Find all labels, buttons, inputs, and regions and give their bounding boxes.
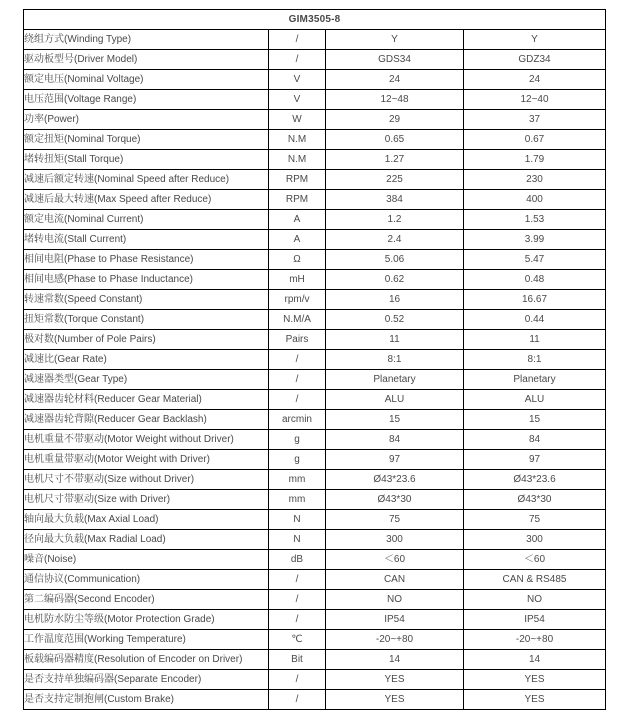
parameter-name-cell: 减速器齿轮背隙(Reducer Gear Backlash): [24, 410, 269, 430]
value-cell-variant-1: 1.27: [326, 150, 464, 170]
value-cell-variant-2: 5.47: [464, 250, 606, 270]
value-cell-variant-2: YES: [464, 670, 606, 690]
value-cell-variant-2: 0.48: [464, 270, 606, 290]
page-title: GIM3505-8: [24, 10, 606, 30]
value-cell-variant-2: ＜60: [464, 550, 606, 570]
unit-cell: /: [269, 390, 326, 410]
value-cell-variant-1: YES: [326, 670, 464, 690]
value-cell-variant-1: 1.2: [326, 210, 464, 230]
parameter-name-cell: 减速器类型(Gear Type): [24, 370, 269, 390]
parameter-name-cell: 电机尺寸带驱动(Size with Driver): [24, 490, 269, 510]
parameter-name-cell: 额定电压(Nominal Voltage): [24, 70, 269, 90]
unit-cell: N: [269, 510, 326, 530]
parameter-name-cell: 转速常数(Speed Constant): [24, 290, 269, 310]
motor-specification-table: [23, 9, 606, 710]
unit-cell: N.M: [269, 150, 326, 170]
value-cell-variant-1: 16: [326, 290, 464, 310]
unit-cell: /: [269, 350, 326, 370]
table-row: [24, 210, 606, 230]
value-cell-variant-2: 11: [464, 330, 606, 350]
table-row: [24, 270, 606, 290]
value-cell-variant-2: GDZ34: [464, 50, 606, 70]
value-cell-variant-2: Planetary: [464, 370, 606, 390]
value-cell-variant-2: 14: [464, 650, 606, 670]
unit-cell: /: [269, 570, 326, 590]
unit-cell: /: [269, 690, 326, 710]
value-cell-variant-2: Ø43*30: [464, 490, 606, 510]
parameter-name-cell: 绕组方式(Winding Type): [24, 30, 269, 50]
value-cell-variant-1: 29: [326, 110, 464, 130]
unit-cell: Ω: [269, 250, 326, 270]
parameter-name-cell: 工作温度范围(Working Temperature): [24, 630, 269, 650]
table-row: [24, 430, 606, 450]
value-cell-variant-2: 16.67: [464, 290, 606, 310]
value-cell-variant-1: 11: [326, 330, 464, 350]
unit-cell: A: [269, 210, 326, 230]
unit-cell: /: [269, 590, 326, 610]
table-row: [24, 470, 606, 490]
value-cell-variant-2: 1.53: [464, 210, 606, 230]
table-row: [24, 250, 606, 270]
value-cell-variant-2: Y: [464, 30, 606, 50]
table-row: [24, 50, 606, 70]
table-row: [24, 130, 606, 150]
table-row: [24, 70, 606, 90]
value-cell-variant-2: 12~40: [464, 90, 606, 110]
parameter-name-cell: 减速器齿轮材料(Reducer Gear Material): [24, 390, 269, 410]
parameter-name-cell: 是否支持定制抱闸(Custom Brake): [24, 690, 269, 710]
value-cell-variant-1: 2.4: [326, 230, 464, 250]
parameter-name-cell: 是否支持单独编码器(Separate Encoder): [24, 670, 269, 690]
value-cell-variant-1: 8:1: [326, 350, 464, 370]
parameter-name-cell: 堵转扭矩(Stall Torque): [24, 150, 269, 170]
parameter-name-cell: 功率(Power): [24, 110, 269, 130]
spec-table-body: [24, 10, 606, 710]
value-cell-variant-1: CAN: [326, 570, 464, 590]
value-cell-variant-1: -20~+80: [326, 630, 464, 650]
table-row: [24, 170, 606, 190]
table-row: [24, 630, 606, 650]
value-cell-variant-2: ALU: [464, 390, 606, 410]
parameter-name-cell: 相间电阻(Phase to Phase Resistance): [24, 250, 269, 270]
value-cell-variant-1: 12~48: [326, 90, 464, 110]
unit-cell: RPM: [269, 170, 326, 190]
parameter-name-cell: 板载编码器精度(Resolution of Encoder on Driver): [24, 650, 269, 670]
table-row: [24, 190, 606, 210]
value-cell-variant-1: IP54: [326, 610, 464, 630]
value-cell-variant-1: 300: [326, 530, 464, 550]
value-cell-variant-1: 75: [326, 510, 464, 530]
value-cell-variant-1: YES: [326, 690, 464, 710]
value-cell-variant-2: 0.44: [464, 310, 606, 330]
value-cell-variant-1: 225: [326, 170, 464, 190]
value-cell-variant-1: GDS34: [326, 50, 464, 70]
parameter-name-cell: 减速后额定转速(Nominal Speed after Reduce): [24, 170, 269, 190]
unit-cell: mm: [269, 490, 326, 510]
value-cell-variant-1: Planetary: [326, 370, 464, 390]
value-cell-variant-1: 84: [326, 430, 464, 450]
table-row: [24, 670, 606, 690]
value-cell-variant-2: 24: [464, 70, 606, 90]
value-cell-variant-2: CAN & RS485: [464, 570, 606, 590]
unit-cell: Bit: [269, 650, 326, 670]
value-cell-variant-1: 0.52: [326, 310, 464, 330]
unit-cell: mm: [269, 470, 326, 490]
table-row: [24, 410, 606, 430]
value-cell-variant-2: 8:1: [464, 350, 606, 370]
table-row: [24, 650, 606, 670]
value-cell-variant-1: 14: [326, 650, 464, 670]
parameter-name-cell: 电机防水防尘等级(Motor Protection Grade): [24, 610, 269, 630]
parameter-name-cell: 电机尺寸不带驱动(Size without Driver): [24, 470, 269, 490]
value-cell-variant-1: 15: [326, 410, 464, 430]
parameter-name-cell: 径向最大负载(Max Radial Load): [24, 530, 269, 550]
unit-cell: g: [269, 450, 326, 470]
table-row: [24, 390, 606, 410]
unit-cell: RPM: [269, 190, 326, 210]
value-cell-variant-2: 37: [464, 110, 606, 130]
value-cell-variant-2: Ø43*23.6: [464, 470, 606, 490]
value-cell-variant-2: 75: [464, 510, 606, 530]
parameter-name-cell: 驱动板型号(Driver Model): [24, 50, 269, 70]
unit-cell: /: [269, 30, 326, 50]
value-cell-variant-1: Y: [326, 30, 464, 50]
unit-cell: /: [269, 610, 326, 630]
value-cell-variant-2: 230: [464, 170, 606, 190]
value-cell-variant-1: ＜60: [326, 550, 464, 570]
unit-cell: arcmin: [269, 410, 326, 430]
parameter-name-cell: 电机重量不带驱动(Motor Weight without Driver): [24, 430, 269, 450]
value-cell-variant-1: Ø43*23.6: [326, 470, 464, 490]
parameter-name-cell: 电机重量带驱动(Motor Weight with Driver): [24, 450, 269, 470]
value-cell-variant-1: 5.06: [326, 250, 464, 270]
parameter-name-cell: 额定电流(Nominal Current): [24, 210, 269, 230]
value-cell-variant-1: 97: [326, 450, 464, 470]
parameter-name-cell: 减速后最大转速(Max Speed after Reduce): [24, 190, 269, 210]
value-cell-variant-1: 384: [326, 190, 464, 210]
value-cell-variant-2: 0.67: [464, 130, 606, 150]
value-cell-variant-2: IP54: [464, 610, 606, 630]
table-row: [24, 330, 606, 350]
unit-cell: mH: [269, 270, 326, 290]
value-cell-variant-2: 300: [464, 530, 606, 550]
unit-cell: N.M: [269, 130, 326, 150]
parameter-name-cell: 堵转电流(Stall Current): [24, 230, 269, 250]
table-row: [24, 30, 606, 50]
value-cell-variant-2: 15: [464, 410, 606, 430]
unit-cell: V: [269, 70, 326, 90]
value-cell-variant-2: 3.99: [464, 230, 606, 250]
table-row: [24, 530, 606, 550]
value-cell-variant-1: 0.62: [326, 270, 464, 290]
table-row: [24, 510, 606, 530]
parameter-name-cell: 扭矩常数(Torque Constant): [24, 310, 269, 330]
table-row: [24, 150, 606, 170]
table-row: [24, 550, 606, 570]
table-title-row: [24, 10, 606, 30]
unit-cell: A: [269, 230, 326, 250]
parameter-name-cell: 噪音(Noise): [24, 550, 269, 570]
parameter-name-cell: 额定扭矩(Nominal Torque): [24, 130, 269, 150]
unit-cell: ℃: [269, 630, 326, 650]
unit-cell: Pairs: [269, 330, 326, 350]
unit-cell: N: [269, 530, 326, 550]
value-cell-variant-2: 97: [464, 450, 606, 470]
value-cell-variant-1: 24: [326, 70, 464, 90]
value-cell-variant-1: Ø43*30: [326, 490, 464, 510]
table-row: [24, 110, 606, 130]
table-row: [24, 90, 606, 110]
value-cell-variant-1: NO: [326, 590, 464, 610]
table-row: [24, 590, 606, 610]
table-row: [24, 570, 606, 590]
value-cell-variant-2: -20~+80: [464, 630, 606, 650]
parameter-name-cell: 电压范围(Voltage Range): [24, 90, 269, 110]
parameter-name-cell: 通信协议(Communication): [24, 570, 269, 590]
unit-cell: /: [269, 670, 326, 690]
unit-cell: /: [269, 50, 326, 70]
table-row: [24, 490, 606, 510]
parameter-name-cell: 第二编码器(Second Encoder): [24, 590, 269, 610]
unit-cell: rpm/v: [269, 290, 326, 310]
value-cell-variant-2: 84: [464, 430, 606, 450]
table-row: [24, 690, 606, 710]
unit-cell: W: [269, 110, 326, 130]
specification-table-container: [23, 9, 605, 710]
table-row: [24, 370, 606, 390]
table-row: [24, 350, 606, 370]
unit-cell: /: [269, 370, 326, 390]
unit-cell: dB: [269, 550, 326, 570]
value-cell-variant-2: YES: [464, 690, 606, 710]
table-row: [24, 310, 606, 330]
table-row: [24, 450, 606, 470]
value-cell-variant-2: NO: [464, 590, 606, 610]
unit-cell: g: [269, 430, 326, 450]
unit-cell: N.M/A: [269, 310, 326, 330]
parameter-name-cell: 相间电感(Phase to Phase Inductance): [24, 270, 269, 290]
table-row: [24, 290, 606, 310]
parameter-name-cell: 极对数(Number of Pole Pairs): [24, 330, 269, 350]
value-cell-variant-2: 1.79: [464, 150, 606, 170]
value-cell-variant-1: 0.65: [326, 130, 464, 150]
parameter-name-cell: 轴向最大负载(Max Axial Load): [24, 510, 269, 530]
value-cell-variant-1: ALU: [326, 390, 464, 410]
value-cell-variant-2: 400: [464, 190, 606, 210]
unit-cell: V: [269, 90, 326, 110]
table-row: [24, 610, 606, 630]
parameter-name-cell: 减速比(Gear Rate): [24, 350, 269, 370]
table-row: [24, 230, 606, 250]
